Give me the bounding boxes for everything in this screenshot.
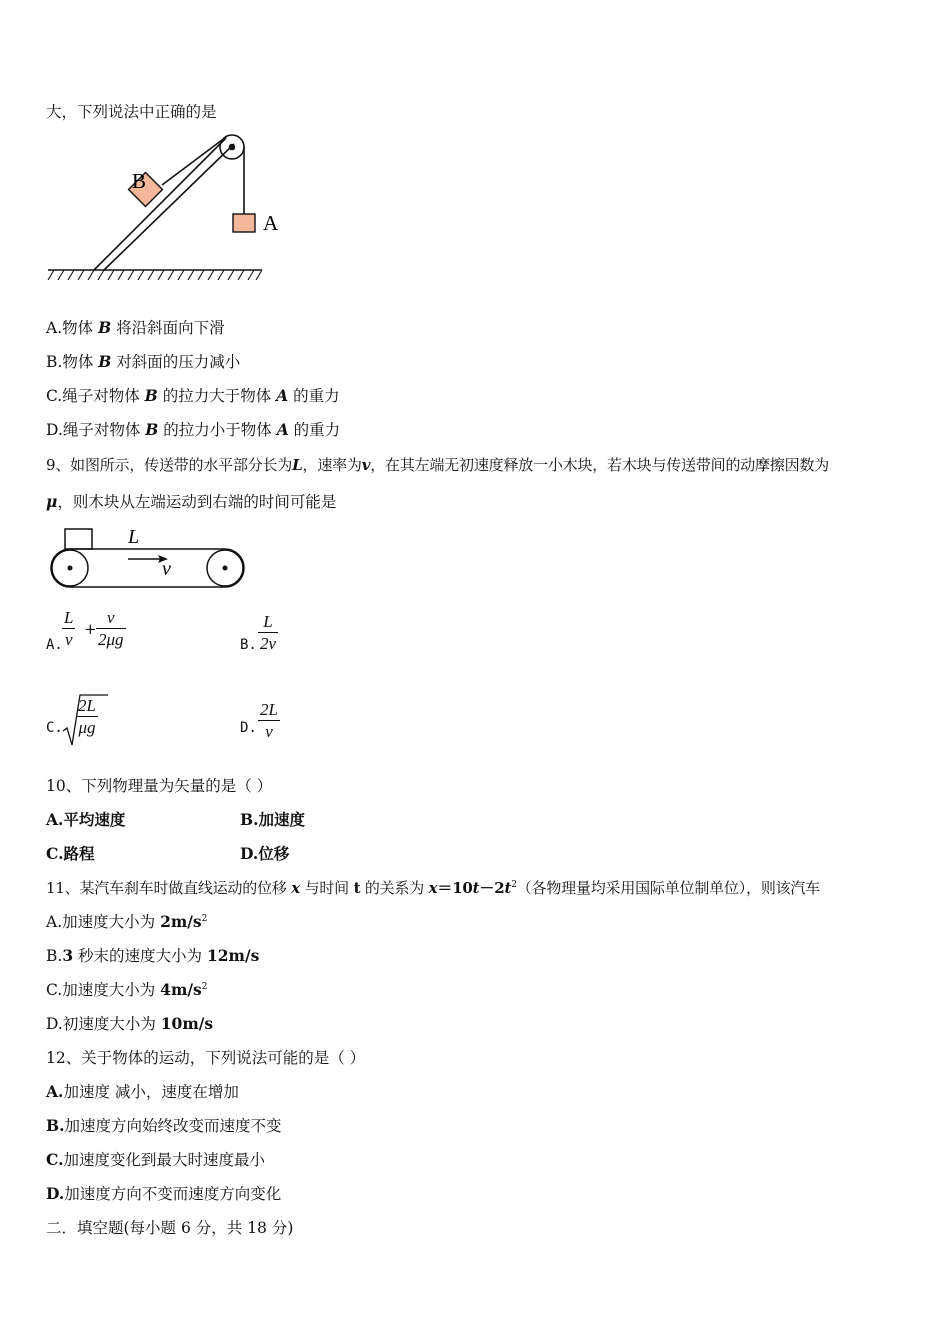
q12-option-b: B.加速度方向始终改变而速度不变: [46, 1116, 282, 1135]
q11-option-a: A.加速度大小为 $2m/s^2$: [46, 912, 208, 931]
incline-pulley-figure: [44, 130, 294, 290]
q10-option-b: B.加速度: [240, 810, 305, 829]
q8-option-d: D.绳子对物体 B 的拉力小于物体 A 的重力: [46, 420, 341, 439]
block-a-label: A: [263, 211, 279, 235]
q9-option-c-fraction: 2L μg: [78, 696, 96, 737]
q8-option-a: A.物体 B 将沿斜面向下滑: [46, 318, 225, 337]
q12-stem: 12、关于物体的运动，下列说法可能的是（ ）: [46, 1049, 366, 1067]
q9-option-d-fraction: 2L v: [260, 700, 278, 741]
q9-option-a-fraction1: L v: [64, 608, 74, 649]
q9-option-b-label: B.: [240, 637, 257, 653]
q9-option-b-fraction: L 2v: [260, 612, 277, 653]
q12-option-a: A.加速度 减小，速度在增加: [46, 1082, 239, 1101]
q9-option-a-fraction2: v 2μg: [98, 608, 124, 649]
wooden-block: [65, 529, 92, 549]
q11-option-b: B.3 秒末的速度大小为 12m/s: [46, 946, 260, 965]
q8-option-c: C.绳子对物体 B 的拉力大于物体 A 的重力: [46, 386, 340, 405]
q10-option-a: A.平均速度: [46, 810, 126, 829]
conveyor-belt-figure: [44, 522, 254, 594]
q9-option-c-label: C.: [46, 720, 63, 736]
q10-option-d: D.位移: [240, 844, 290, 863]
q10-stem: 10、下列物理量为矢量的是（ ）: [46, 777, 273, 795]
q9-stem-line2: μ，则木块从左端运动到右端的时间可能是: [46, 492, 337, 511]
block-b-label: B: [132, 169, 147, 193]
q11-stem: 11、某汽车刹车时做直线运动的位移 x 与时间 t 的关系为 $x=10t-2t^2$（各物理量均采用国际单位制单位），则该汽车: [46, 879, 821, 897]
q12-option-d: D.加速度方向不变而速度方向变化: [46, 1184, 282, 1203]
q10-option-c: C.路程: [46, 844, 95, 863]
plus-sign: +: [84, 620, 97, 638]
q9-option-a-label: A.: [46, 637, 63, 653]
speed-label: v: [162, 558, 171, 580]
q12-option-c: C.加速度变化到最大时速度最小: [46, 1150, 265, 1169]
q11-option-c: C.加速度大小为 $4m/s^2$: [46, 980, 208, 999]
block-a: [233, 214, 255, 232]
section-heading: 二．填空题(每小题 6 分，共 18 分): [46, 1219, 294, 1237]
q9-stem-line1: 9、如图所示，传送带的水平部分长为L，速率为v，在其左端无初速度释放一小木块，若木块与传送带间的动摩擦因数为: [46, 456, 830, 474]
q8-option-b: B.物体 B 对斜面的压力减小: [46, 352, 241, 371]
q11-option-d: D.初速度大小为 10m/s: [46, 1014, 214, 1033]
question-continuation: 大，下列说法中正确的是: [46, 103, 217, 121]
q9-option-d-label: D.: [240, 720, 257, 736]
length-label: L: [128, 526, 140, 548]
